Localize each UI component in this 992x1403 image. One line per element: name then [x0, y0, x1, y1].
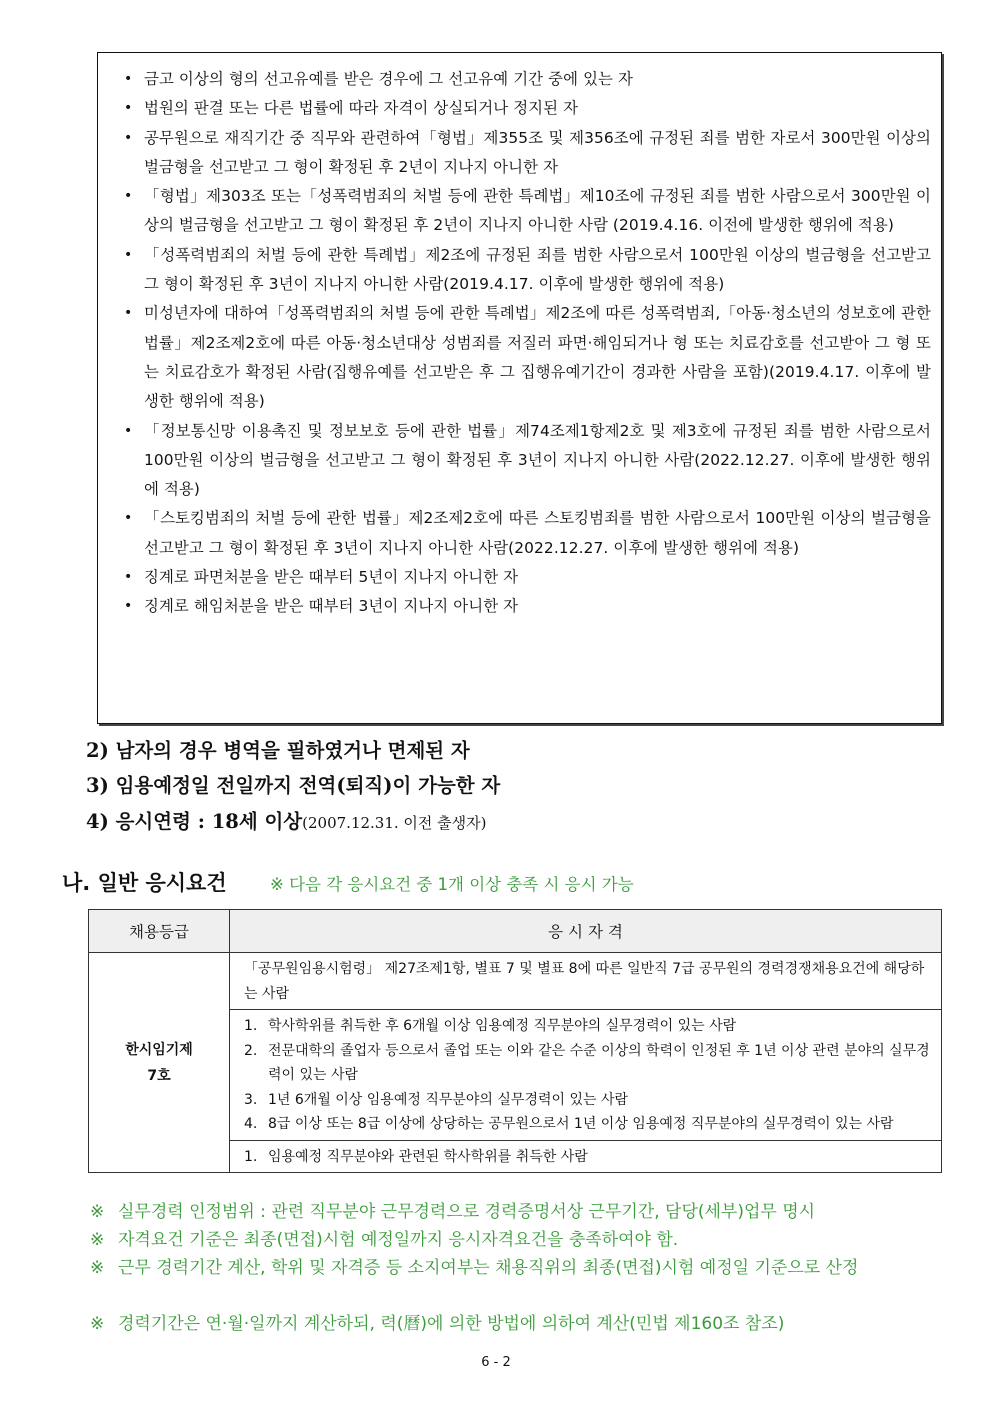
list-item: • 공무원으로 재직기간 중 직무와 관련하여「형법」제355조 및 제356조에 규정된 죄를 범한 자로서 300만원 이상의 벌금형을 선고받고 그 형이 확정된 후 2년이 지나지 아니한 자	[122, 124, 931, 183]
list-item: • 법원의 판결 또는 다른 법률에 따라 자격이 상실되거나 정지된 자	[122, 94, 931, 123]
section-title: 나. 일반 응시요건	[62, 871, 227, 895]
footnote: ※ 실무경력 인정범위 : 관련 직무분야 근무경력으로 경력증명서상 근무기간, 담당(세부)업무 명시	[90, 1198, 940, 1226]
disqualification-box	[97, 52, 942, 724]
requirement-age	[86, 808, 487, 837]
table-header-row	[89, 910, 942, 953]
qualification-cell: 「공무원임용시험령」 제27조제1항, 별표 7 및 별표 8에 따른 일반직 7급 공무원의 경력경쟁채용요건에 해당하는 사람	[230, 953, 942, 1010]
header-qualification: 응 시 자 격	[230, 910, 942, 953]
section-note: ※ 다음 각 응시요건 중 1개 이상 충족 시 응시 가능	[270, 875, 634, 894]
qualification-item: 4. 8급 이상 또는 8급 이상에 상당하는 공무원으로서 1년 이상 임용예정 직무분야의 실무경력이 있는 사람	[244, 1116, 894, 1132]
table-row	[89, 953, 942, 1010]
page-number: 6 - 2	[481, 1355, 511, 1370]
footnote: ※ 자격요건 기준은 최종(면접)시험 예정일까지 응시자격요건을 충족하여야 함.	[90, 1226, 940, 1254]
list-item: • 「형법」제303조 또는「성폭력범죄의 처벌 등에 관한 특례법」제10조에 규정된 죄를 범한 사람으로서 300만원 이상의 벌금형을 선고받고 그 형이 확정된 후 2년이 지나지 아니한 사람 (2019.4.16. 이전에 발생한 행위에 적용)	[122, 182, 931, 241]
qualification-cell	[230, 1140, 942, 1173]
note-symbol: ※	[90, 1202, 105, 1222]
list-item: • 「정보통신망 이용촉진 및 정보보호 등에 관한 법률」제74조제1항제2호 및 제3호에 규정된 죄를 범한 사람으로서 100만원 이상의 벌금형을 선고받고 그 형이 확정된 후 3년이 지나지 아니한 사람(2022.12.27. 이후에 발생한 행위에 적용)	[122, 417, 931, 505]
disqualification-list	[98, 53, 941, 622]
requirement-note: (2007.12.31. 이전 출생자)	[302, 814, 487, 832]
list-item: • 「성폭력범죄의 처벌 등에 관한 특례법」제2조에 규정된 죄를 범한 사람으로서 100만원 이상의 벌금형을 선고받고 그 형이 확정된 후 3년이 지나지 아니한 사람(2019.4.17. 이후에 발생한 행위에 적용)	[122, 241, 931, 300]
note-symbol: ※	[90, 1258, 105, 1278]
list-item: • 금고 이상의 형의 선고유예를 받은 경우에 그 선고유예 기간 중에 있는 자	[122, 65, 931, 94]
list-item: • 「스토킹범죄의 처벌 등에 관한 법률」제2조제2호에 따른 스토킹범죄를 범한 사람으로서 100만원 이상의 벌금형을 선고받고 그 형이 확정된 후 3년이 지나지 아니한 사람(2022.12.27. 이후에 발생한 행위에 적용)	[122, 504, 931, 563]
note-symbol: ※	[90, 1230, 105, 1250]
qualification-item: 1. 임용예정 직무분야와 관련된 학사학위를 취득한 사람	[244, 1148, 588, 1165]
grade-cell: 한시임기제 7호	[89, 953, 230, 1173]
note-symbol: ※	[90, 1314, 105, 1334]
requirement-discharge	[86, 772, 500, 800]
requirement-military	[86, 737, 470, 765]
requirement-text: 3) 임용예정일 전일까지 전역(퇴직)이 가능한 자	[86, 774, 501, 797]
header-grade: 채용등급	[89, 910, 230, 953]
list-item: • 징계로 해임처분을 받은 때부터 3년이 지나지 아니한 자	[122, 592, 931, 621]
footnote: ※ 경력기간은 연·월·일까지 계산하되, 력(曆)에 의한 방법에 의하여 계산(민법 제160조 참조)	[90, 1310, 940, 1338]
qualification-cell	[230, 1010, 942, 1141]
footnote: ※ 근무 경력기간 계산, 학위 및 자격증 등 소지여부는 채용직위의 최종(면접)시험 예정일 기준으로 산정	[90, 1254, 910, 1282]
qualification-item: 1. 학사학위를 취득한 후 6개월 이상 임용예정 직무분야의 실무경력이 있는 사람	[244, 1018, 737, 1034]
requirement-text: 4) 응시연령 : 18세 이상	[86, 810, 303, 833]
requirement-text: 2) 남자의 경우 병역을 필하였거나 면제된 자	[86, 739, 470, 762]
list-item: • 징계로 파면처분을 받은 때부터 5년이 지나지 아니한 자	[122, 563, 931, 592]
qualification-item: 3. 1년 6개월 이상 임용예정 직무분야의 실무경력이 있는 사람	[244, 1091, 629, 1108]
eligibility-table	[88, 909, 942, 1173]
list-item: • 미성년자에 대하여「성폭력범죄의 처벌 등에 관한 특례법」제2조에 따른 성폭력범죄,「아동·청소년의 성보호에 관한 법률」제2조제2호에 따른 아동·청소년대상 성범죄를 저질러 파면·해임되거나 형 또는 치료감호를 선고받아 그 형 또는 치료감호가 확정된 사람(집행유예를 선고받은 후 그 집행유예기간이 경과한 사람을 포함)(2019.4.17. 이후에 발생한 행위에 적용)	[122, 299, 931, 416]
qualification-item: 2. 전문대학의 졸업자 등으로서 졸업 또는 이와 같은 수준 이상의 학력이 인정된 후 1년 이상 관련 분야의 실무경력이 있는 사람	[244, 1042, 930, 1083]
